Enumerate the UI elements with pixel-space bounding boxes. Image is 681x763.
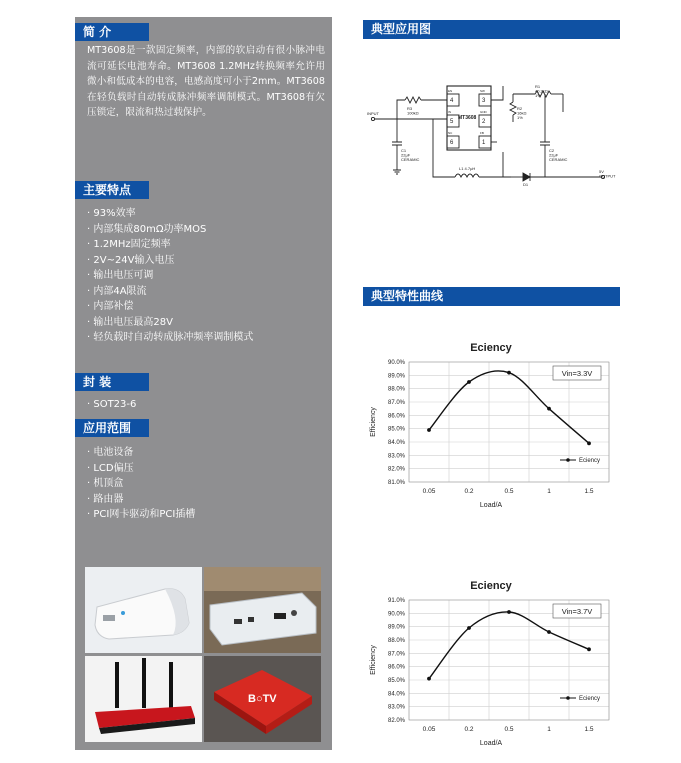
- circuit-diagram: [363, 82, 633, 194]
- feature-item: · 内部集成80mΩ功率MOS: [87, 222, 253, 238]
- pin-6: 6: [450, 140, 454, 146]
- circuit-input-label: INPUT: [367, 111, 379, 116]
- circuit-header: 典型应用图: [363, 20, 620, 39]
- y-tick-label: 88.0%: [387, 638, 405, 644]
- pin-gnd-label: GND: [480, 110, 487, 114]
- y-tick-label: 89.0%: [387, 373, 405, 380]
- features-header: 主要特点: [75, 181, 149, 199]
- d1-label: D1: [523, 182, 529, 187]
- r1-label: R1 40.2kΩ 1%: [535, 84, 548, 99]
- y-tick-label: 82.0%: [387, 466, 405, 473]
- app-item: · LCD偏压: [87, 461, 195, 477]
- data-point: [547, 630, 551, 634]
- pin-en-label: EN: [448, 89, 453, 93]
- tv-box-photo: [204, 656, 321, 742]
- c1-label: C1 22μF CERAMIC: [401, 148, 420, 163]
- pin-in-label: IN: [448, 110, 451, 114]
- efficiency-chart-3v7: [363, 572, 619, 752]
- set-top-box-photo: [204, 567, 321, 653]
- vin-annotation: Vin=3.3V: [561, 369, 593, 378]
- data-point: [467, 626, 471, 630]
- r2-label: R2 16kΩ 1%: [517, 106, 527, 121]
- y-tick-label: 87.0%: [387, 400, 405, 406]
- data-point: [427, 428, 431, 432]
- y-tick-label: 83.0%: [387, 453, 405, 460]
- pin-sw-label: SW: [480, 89, 485, 93]
- intro-text: MT3608是一款固定频率，内部的软启动有很小脉冲电流可延长电池寿命。MT3608 1.2MHz转换频率允许用微小和低成本的电容，电感高度可小于2mm。MT3608在轻负载时自动转成脉冲频率调制模式。MT3608有欠压锁定，限流和热过载保护。: [87, 45, 325, 118]
- data-point: [587, 441, 591, 445]
- legend-label: Eciency: [579, 696, 601, 702]
- data-point: [427, 677, 431, 681]
- y-tick-label: 81.0%: [387, 480, 405, 486]
- chip-label: MT3608: [458, 115, 477, 121]
- feature-item: · 1.2MHz固定频率: [87, 237, 253, 253]
- package-header: 封 装: [75, 373, 149, 391]
- y-tick-label: 85.0%: [387, 678, 405, 684]
- x-tick-label: 0.05: [422, 726, 436, 733]
- pin-4: 4: [450, 98, 454, 104]
- y-tick-label: 90.0%: [387, 360, 405, 366]
- x-tick-label: 0.5: [504, 488, 514, 495]
- feature-item: · 轻负载时自动转成脉冲频率调制模式: [87, 330, 253, 346]
- y-tick-label: 86.0%: [387, 664, 405, 671]
- y-tick-label: 89.0%: [387, 624, 405, 631]
- y-tick-label: 87.0%: [387, 651, 405, 658]
- feature-item: · 内部4A限流: [87, 284, 253, 300]
- apps-list: [87, 445, 195, 523]
- l1-label: L1 4.7μH: [459, 166, 476, 171]
- app-item: · 机顶盒: [87, 476, 195, 492]
- feature-item: · 93%效率: [87, 206, 253, 222]
- data-point: [547, 407, 551, 411]
- apps-header: 应用范围: [75, 419, 149, 437]
- pin-2: 2: [482, 119, 486, 125]
- pin-3: 3: [482, 98, 486, 104]
- x-tick-label: 0.5: [504, 726, 514, 733]
- y-tick-label: 85.0%: [387, 426, 405, 433]
- y-axis-label: Efficiency: [370, 645, 377, 675]
- data-point: [587, 647, 591, 651]
- left-panel: [75, 17, 332, 750]
- x-axis-label: Load/A: [479, 502, 503, 509]
- router-photo: [85, 656, 202, 742]
- chart-title: Eciency: [470, 580, 512, 592]
- product-photos: [85, 567, 321, 742]
- vin-annotation: Vin=3.7V: [561, 607, 593, 616]
- data-point: [507, 610, 511, 614]
- x-tick-label: 0.2: [464, 488, 474, 495]
- y-tick-label: 86.0%: [387, 413, 405, 420]
- r3-label: R3 100kΩ: [407, 106, 419, 116]
- package-list: [87, 397, 136, 413]
- y-tick-label: 88.0%: [387, 386, 405, 393]
- x-axis-label: Load/A: [479, 740, 503, 747]
- data-point: [467, 380, 471, 384]
- pin-nc-label: NC: [448, 131, 453, 135]
- y-tick-label: 83.0%: [387, 704, 405, 711]
- data-point: [507, 371, 511, 375]
- app-item: · PCI网卡驱动和PCI插槽: [87, 507, 195, 523]
- intro-header: 简 介: [75, 23, 149, 41]
- power-bank-photo: [85, 567, 202, 653]
- pin-5: 5: [450, 119, 454, 125]
- x-tick-label: 1: [547, 488, 551, 495]
- app-item: · 电池设备: [87, 445, 195, 461]
- pin-1: 1: [482, 140, 486, 146]
- feature-item: · 2V~24V输入电压: [87, 253, 253, 269]
- y-tick-label: 84.0%: [387, 691, 405, 698]
- y-tick-label: 91.0%: [387, 598, 405, 604]
- feature-item: · 内部补偿: [87, 299, 253, 315]
- pin-fb-label: FB: [480, 131, 484, 135]
- feature-item: · 输出电压可调: [87, 268, 253, 284]
- x-tick-label: 1.5: [584, 726, 594, 733]
- x-tick-label: 0.2: [464, 726, 474, 733]
- y-tick-label: 84.0%: [387, 440, 405, 446]
- curves-header: 典型特性曲线: [363, 287, 620, 306]
- x-tick-label: 1.5: [584, 488, 594, 495]
- x-tick-label: 0.05: [422, 488, 436, 495]
- legend-label: Eciency: [579, 458, 601, 464]
- efficiency-chart-3v3: [363, 334, 619, 514]
- feature-item: · 输出电压最高28V: [87, 315, 253, 331]
- features-list: [87, 206, 253, 346]
- package-item: · SOT23-6: [87, 397, 136, 413]
- app-item: · 路由器: [87, 492, 195, 508]
- tv-box-logo: B○TV: [248, 693, 277, 705]
- circuit-output-label: 5V OUTPUT: [599, 169, 616, 179]
- y-axis-label: Efficiency: [370, 407, 377, 437]
- chart-title: Eciency: [470, 342, 512, 354]
- y-tick-label: 90.0%: [387, 611, 405, 618]
- y-tick-label: 82.0%: [387, 718, 405, 724]
- x-tick-label: 1: [547, 726, 551, 733]
- c2-label: C2 22μF CERAMIC: [549, 148, 568, 163]
